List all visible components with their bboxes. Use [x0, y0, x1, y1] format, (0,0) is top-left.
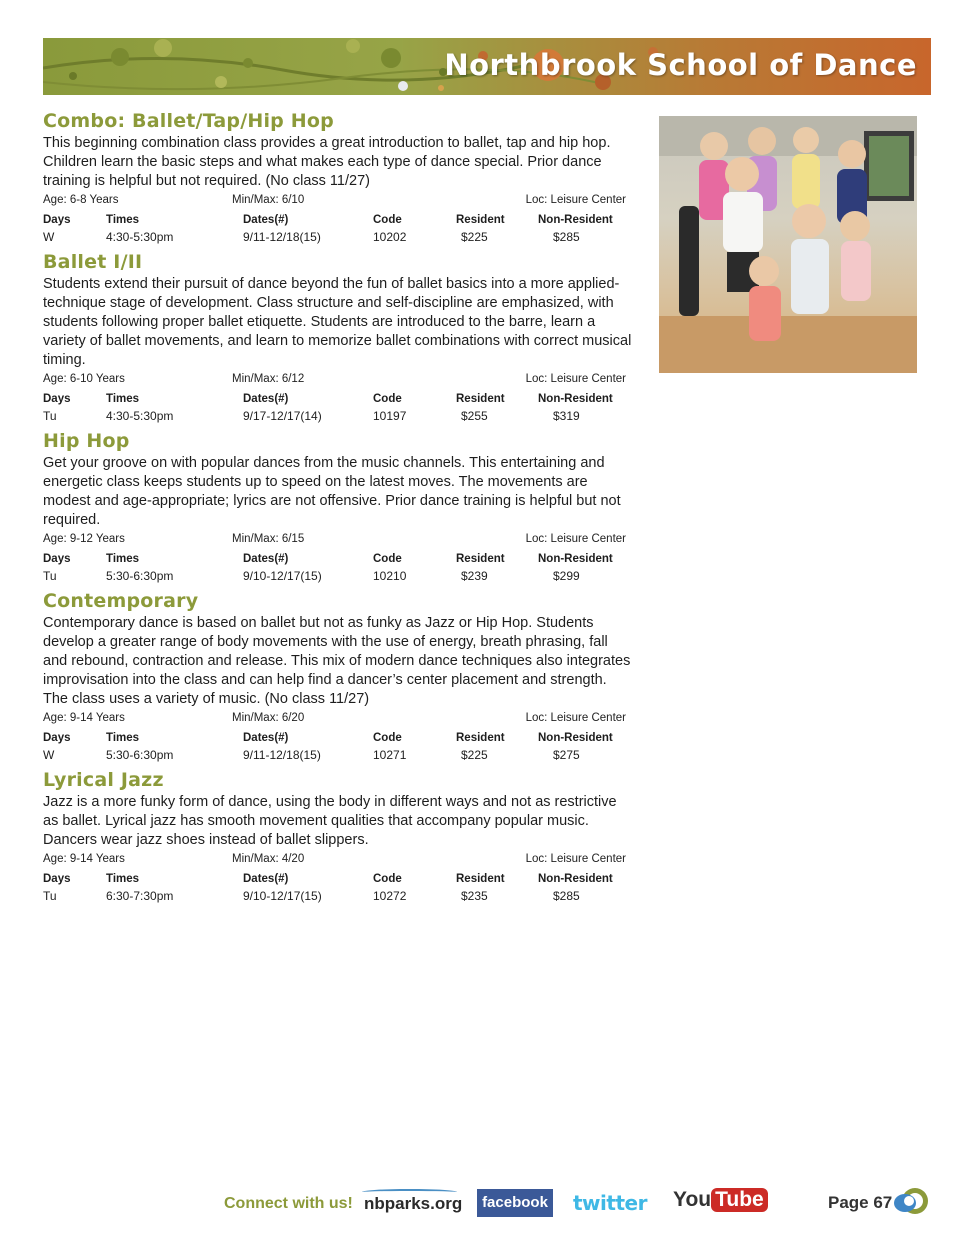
schedule-header-row — [43, 550, 633, 567]
resident-fee: $235 — [461, 888, 488, 903]
header-nonresident: Non-Resident — [538, 392, 613, 405]
schedule-row — [43, 887, 633, 904]
location: Loc: Leisure Center — [525, 194, 626, 206]
age-range: Age: 9-14 Years — [43, 712, 125, 724]
age-range: Age: 9-12 Years — [43, 533, 125, 545]
nonresident-fee: $285 — [553, 888, 580, 903]
location: Loc: Leisure Center — [525, 712, 626, 724]
header-days: Days — [43, 213, 71, 226]
min-max: Min/Max: 6/15 — [232, 533, 305, 545]
code-value: 10210 — [373, 568, 407, 583]
course-combo — [43, 110, 633, 245]
course-description: Get your groove on with popular dances from the music channels. This entertaining and energetic class keeps students up to speed on the latest moves. The movements are modest and age-appropriate; lyrics are not offensive. Prior dance training is helpful but not required. — [43, 455, 621, 528]
header-days: Days — [43, 552, 71, 565]
facebook-link[interactable]: facebook — [477, 1189, 553, 1217]
course-description: This beginning combination class provides a great introduction to ballet, tap and hip hop. Children learn the basic steps and what makes each type of dance special. Prior dance training is helpful but not required. (No class 11/27) — [43, 135, 611, 189]
course-title: Hip Hop — [43, 430, 130, 452]
header-times: Times — [106, 213, 140, 226]
course-title: Ballet I/II — [43, 251, 143, 273]
dates-value: 9/17-12/17(14) — [243, 408, 322, 423]
nonresident-fee: $285 — [553, 229, 580, 244]
nonresident-fee: $299 — [553, 568, 580, 583]
schedule-table — [43, 390, 633, 424]
header-dates: Dates(#) — [243, 392, 289, 405]
dates-value: 9/10-12/17(15) — [243, 888, 322, 903]
location: Loc: Leisure Center — [525, 533, 626, 545]
course-title: Combo: Ballet/Tap/Hip Hop — [43, 110, 334, 132]
code-value: 10202 — [373, 229, 407, 244]
header-code: Code — [373, 731, 402, 744]
age-range: Age: 6-8 Years — [43, 194, 119, 206]
times-value: 5:30-6:30pm — [106, 568, 174, 583]
course-description: Contemporary dance is based on ballet but not as funky as Jazz or Hip Hop. Students develop a greater range of body movements with the use of energy, breath phrasing, fall and rebound, contraction and release. This mix of modern dance techniques also integrates improvisation into the class and can help find a dancer’s center placement and strength. The class uses a variety of music. (No class 11/27) — [43, 615, 631, 707]
days-value: W — [43, 747, 55, 762]
course-meta — [43, 853, 633, 870]
resident-fee: $225 — [461, 747, 488, 762]
twitter-link[interactable]: twitter — [573, 1191, 647, 1215]
schedule-header-row — [43, 870, 633, 887]
code-value: 10272 — [373, 888, 407, 903]
header-dates: Dates(#) — [243, 731, 289, 744]
course-hip-hop — [43, 430, 633, 584]
children-photo-illustration — [659, 116, 917, 373]
header-nonresident: Non-Resident — [538, 731, 613, 744]
dates-value: 9/10-12/17(15) — [243, 568, 322, 583]
schedule-header-row — [43, 390, 633, 407]
header-resident: Resident — [456, 731, 505, 744]
schedule-table — [43, 550, 633, 584]
resident-fee: $239 — [461, 568, 488, 583]
course-meta — [43, 373, 633, 390]
days-value: Tu — [43, 568, 57, 583]
course-description: Jazz is a more funky form of dance, using the body in different ways and not as restrictive as ballet. Lyrical jazz has smooth movement qualities that accompany popular music. Dancers wear jazz shoes instead of ballet slippers. — [43, 794, 617, 848]
times-value: 4:30-5:30pm — [106, 229, 174, 244]
header-dates: Dates(#) — [243, 213, 289, 226]
course-description: Students extend their pursuit of dance beyond the fun of ballet basics into a more applied-technique stage of development. Class structure and self-discipline are emphasized, with students following proper ballet etiquette. Students are introduced to the barre, learn a variety of ballet movements, and learn to memorize ballet combinations with correct musical timing. — [43, 276, 632, 368]
course-title: Contemporary — [43, 590, 199, 612]
course-title: Lyrical Jazz — [43, 769, 164, 791]
course-list — [43, 110, 633, 910]
header-code: Code — [373, 552, 402, 565]
header-resident: Resident — [456, 392, 505, 405]
course-ballet — [43, 251, 633, 424]
schedule-table — [43, 211, 633, 245]
header-times: Times — [106, 872, 140, 885]
header-dates: Dates(#) — [243, 552, 289, 565]
youtube-link[interactable] — [673, 1188, 768, 1218]
header-times: Times — [106, 392, 140, 405]
page-title: Northbrook School of Dance — [444, 48, 917, 82]
course-lyrical-jazz — [43, 769, 633, 904]
page-number: Page 67 — [828, 1193, 893, 1212]
times-value: 5:30-6:30pm — [106, 747, 174, 762]
header-nonresident: Non-Resident — [538, 552, 613, 565]
course-meta — [43, 712, 633, 729]
schedule-row — [43, 228, 633, 245]
days-value: Tu — [43, 408, 57, 423]
header-nonresident: Non-Resident — [538, 213, 613, 226]
nonresident-fee: $319 — [553, 408, 580, 423]
schedule-table — [43, 729, 633, 763]
header-code: Code — [373, 392, 402, 405]
min-max: Min/Max: 6/10 — [232, 194, 305, 206]
youtube-you-text: You — [673, 1188, 712, 1211]
days-value: Tu — [43, 888, 57, 903]
code-value: 10271 — [373, 747, 407, 762]
header-dates: Dates(#) — [243, 872, 289, 885]
header-days: Days — [43, 872, 71, 885]
schedule-header-row — [43, 729, 633, 746]
header-banner — [43, 38, 931, 95]
schedule-row — [43, 407, 633, 424]
times-value: 6:30-7:30pm — [106, 888, 174, 903]
header-code: Code — [373, 213, 402, 226]
min-max: Min/Max: 6/12 — [232, 373, 305, 385]
dates-value: 9/11-12/18(15) — [243, 229, 321, 244]
dates-value: 9/11-12/18(15) — [243, 747, 321, 762]
youtube-tube-text: Tube — [711, 1188, 768, 1212]
header-days: Days — [43, 731, 71, 744]
northbrook-logo-icon — [893, 1185, 933, 1219]
header-times: Times — [106, 552, 140, 565]
header-resident: Resident — [456, 872, 505, 885]
location: Loc: Leisure Center — [525, 853, 626, 865]
nonresident-fee: $275 — [553, 747, 580, 762]
age-range: Age: 6-10 Years — [43, 373, 125, 385]
min-max: Min/Max: 6/20 — [232, 712, 305, 724]
header-code: Code — [373, 872, 402, 885]
times-value: 4:30-5:30pm — [106, 408, 174, 423]
schedule-table — [43, 870, 633, 904]
connect-label: Connect with us! — [224, 1195, 353, 1212]
header-days: Days — [43, 392, 71, 405]
schedule-row — [43, 567, 633, 584]
website-link[interactable]: nbparks.org — [364, 1194, 463, 1213]
course-meta — [43, 194, 633, 211]
dance-class-photo — [659, 116, 917, 373]
header-resident: Resident — [456, 552, 505, 565]
header-times: Times — [106, 731, 140, 744]
location: Loc: Leisure Center — [525, 373, 626, 385]
header-resident: Resident — [456, 213, 505, 226]
resident-fee: $225 — [461, 229, 488, 244]
age-range: Age: 9-14 Years — [43, 853, 125, 865]
days-value: W — [43, 229, 55, 244]
min-max: Min/Max: 4/20 — [232, 853, 305, 865]
schedule-row — [43, 746, 633, 763]
schedule-header-row — [43, 211, 633, 228]
footer — [0, 1185, 960, 1225]
course-contemporary — [43, 590, 633, 763]
resident-fee: $255 — [461, 408, 488, 423]
code-value: 10197 — [373, 408, 407, 423]
course-meta — [43, 533, 633, 550]
header-nonresident: Non-Resident — [538, 872, 613, 885]
